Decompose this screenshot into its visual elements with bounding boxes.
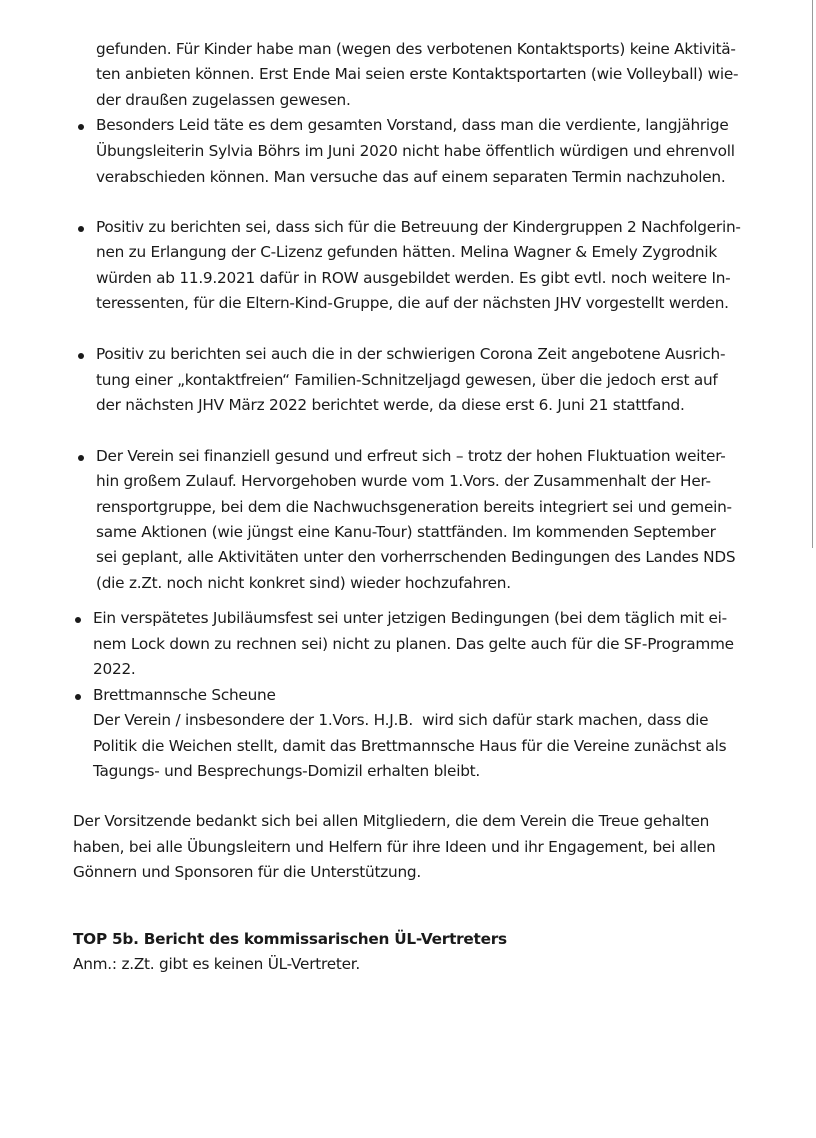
bullet-icon xyxy=(75,694,81,700)
text-line: Politik die Weichen stellt, damit das Brettmannsche Haus für die Vereine zunächst als xyxy=(93,737,727,755)
text-line: same Aktionen (wie jüngst eine Kanu-Tour) stattfänden. Im kommenden September xyxy=(96,523,716,541)
text-line: der draußen zugelassen gewesen. xyxy=(96,91,351,109)
text-line: hin großem Zulauf. Hervorgehoben wurde vom 1.Vors. der Zusammenhalt der Her- xyxy=(96,472,711,490)
text-line: Übungsleiterin Sylvia Böhrs im Juni 2020 nicht habe öffentlich würdigen und ehrenvoll xyxy=(96,142,735,160)
text-line: Der Verein / insbesondere der 1.Vors. H.J.B. wird sich dafür stark machen, dass die xyxy=(93,711,709,729)
text-line: haben, bei alle Übungsleitern und Helfern für ihre Ideen und ihr Engagement, bei allen xyxy=(73,838,716,856)
text-line: nem Lock down zu rechnen sei) nicht zu planen. Das gelte auch für die SF-Programme xyxy=(93,635,734,653)
text-line: Ein verspätetes Jubiläumsfest sei unter jetzigen Bedingungen (bei dem täglich mit ei- xyxy=(93,609,727,627)
text-line: ten anbieten können. Erst Ende Mai seien erste Kontaktsportarten (wie Volleyball) wie- xyxy=(96,65,739,83)
text-line: nen zu Erlangung der C-Lizenz gefunden hätten. Melina Wagner & Emely Zygrodnik xyxy=(96,243,717,261)
bullet-icon xyxy=(78,226,84,232)
text-line: Tagungs- und Besprechungs-Domizil erhalten bleibt. xyxy=(93,762,481,780)
text-line: Gönnern und Sponsoren für die Unterstützung. xyxy=(73,863,421,881)
page-edge-divider xyxy=(812,0,813,548)
text-line: Der Verein sei finanziell gesund und erfreut sich – trotz der hohen Fluktuation weiter- xyxy=(96,447,726,465)
bullet-icon xyxy=(78,455,84,461)
text-line: Besonders Leid täte es dem gesamten Vorstand, dass man die verdiente, langjährige xyxy=(96,116,729,134)
text-line: Der Vorsitzende bedankt sich bei allen Mitgliedern, die dem Verein die Treue gehalten xyxy=(73,812,710,830)
bullet-icon xyxy=(75,617,81,623)
bullet-icon xyxy=(78,353,84,359)
text-line: Positiv zu berichten sei auch die in der schwierigen Corona Zeit angebotene Ausrich- xyxy=(96,345,726,363)
text-line: Anm.: z.Zt. gibt es keinen ÜL-Vertreter. xyxy=(73,955,361,973)
text-line: tung einer „kontaktfreien“ Familien-Schnitzeljagd gewesen, über die jedoch erst auf xyxy=(96,371,718,389)
text-line: sei geplant, alle Aktivitäten unter den vorherrschenden Bedingungen des Landes NDS xyxy=(96,548,736,566)
text-line: Positiv zu berichten sei, dass sich für die Betreuung der Kindergruppen 2 Nachfolgerin- xyxy=(96,218,741,236)
text-line: 2022. xyxy=(93,660,136,678)
bullet-icon xyxy=(78,124,84,130)
section-heading: TOP 5b. Bericht des kommissarischen ÜL-Vertreters xyxy=(73,930,507,948)
text-line: der nächsten JHV März 2022 berichtet werde, da diese erst 6. Juni 21 stattfand. xyxy=(96,396,685,414)
text-line: rensportgruppe, bei dem die Nachwuchsgeneration bereits integriert sei und gemein- xyxy=(96,498,732,516)
text-line: gefunden. Für Kinder habe man (wegen des verbotenen Kontaktsports) keine Aktivitä- xyxy=(96,40,736,58)
text-line: würden ab 11.9.2021 dafür in ROW ausgebildet werden. Es gibt evtl. noch weitere In- xyxy=(96,269,731,287)
text-line: teressenten, für die Eltern-Kind-Gruppe, die auf der nächsten JHV vorgestellt werden. xyxy=(96,294,729,312)
text-line: Brettmannsche Scheune xyxy=(93,686,276,704)
text-line: (die z.Zt. noch nicht konkret sind) wieder hochzufahren. xyxy=(96,574,511,592)
text-line: verabschieden können. Man versuche das auf einem separaten Termin nachzuholen. xyxy=(96,168,726,186)
